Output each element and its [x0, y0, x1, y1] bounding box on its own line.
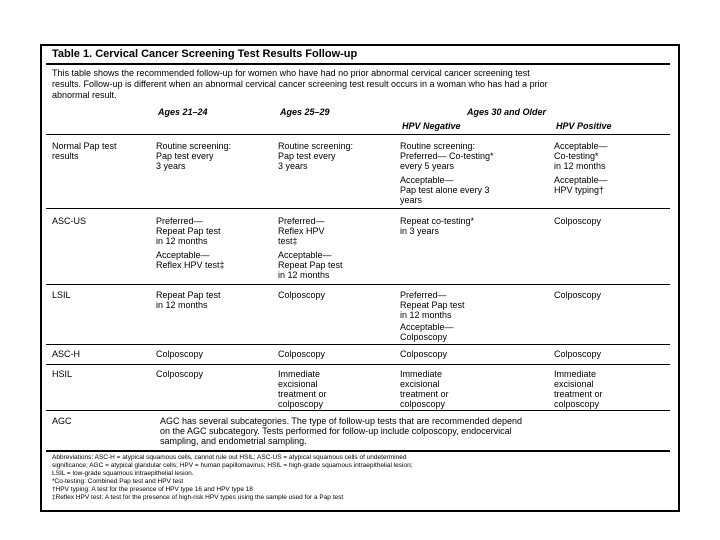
cell-lsil-hpv-neg-alt: Acceptable— Colposcopy — [400, 322, 454, 342]
row-label-line: results — [52, 151, 79, 161]
cell-normal-hpv-pos: Acceptable— Co-testing* in 12 months — [554, 141, 608, 171]
cell-asch-21-24: Colposcopy — [156, 349, 204, 359]
cell-lsil-hpv-neg: Preferred— Repeat Pap test in 12 months — [400, 290, 465, 320]
intro-line-2: results. Follow-up is different when an abnormal cervical cancer screening test result occurs in a woman who has had a prior — [52, 79, 548, 89]
cell-normal-hpv-pos-alt: Acceptable— HPV typing† — [554, 175, 608, 195]
row-label-line: Normal Pap test — [52, 141, 117, 151]
row-rule — [46, 284, 670, 285]
row-label-asch: ASC-H — [52, 349, 81, 359]
row-rule — [46, 364, 670, 365]
row-label-hsil: HSIL — [52, 369, 73, 379]
cell-lsil-hpv-pos: Colposcopy — [554, 290, 602, 300]
cell-normal-21-24: Routine screening: Pap test every 3 years — [156, 141, 232, 171]
cell-hsil-21-24: Colposcopy — [156, 369, 204, 379]
intro-line-3: abnormal result. — [52, 90, 117, 100]
row-label-agc: AGC — [52, 416, 72, 426]
cell-ascus-21-24: Preferred— Repeat Pap test in 12 months — [156, 216, 221, 246]
header-ages-21-24: Ages 21–24 — [158, 107, 208, 117]
header-hpv-positive: HPV Positive — [556, 121, 612, 131]
table-title: Table 1. Cervical Cancer Screening Test Results Follow-up — [52, 48, 358, 60]
cell-lsil-25-29: Colposcopy — [278, 290, 326, 300]
cell-asch-hpv-pos: Colposcopy — [554, 349, 602, 359]
cell-asch-hpv-neg: Colposcopy — [400, 349, 448, 359]
row-rule — [46, 344, 670, 345]
cell-agc-text: AGC has several subcategories. The type of follow-up tests that are recommended depend on the AGC subcategory. Tests performed for follow-up include colposcopy, endocervical sampling, and endometrial sampling. — [160, 416, 523, 446]
cell-ascus-25-29: Preferred— Reflex HPV test‡ — [278, 216, 325, 246]
table-frame — [40, 44, 680, 512]
cell-hsil-hpv-neg: Immediate excisional treatment or colposcopy — [400, 369, 449, 409]
intro-line-1: This table shows the recommended follow-up for women who have had no prior abnormal cervical cancer screening test — [52, 68, 530, 78]
row-label-lsil: LSIL — [52, 290, 71, 300]
header-ages-30: Ages 30 and Older — [467, 107, 547, 117]
footnotes: Abbreviations: ASC-H = atypical squamous cells, cannot rule out HSIL; ASC-US = atypical squamous cells of undetermined significance; AGC = atypical glandular cells; HPV = human papillomavirus; HSIL = high-grade squamous intraepithelial lesion; LSIL = low-grade squamous intraepithelial lesion. *Co-testing: Combined Pap test and HPV test †HPV typing: A test for the presence of HPV type 16 and HPV type 18 ‡Reflex HPV test: A test for the presence of high-risk HPV types using the sample used for a Pap test — [52, 454, 413, 501]
row-label-normal — [52, 141, 117, 161]
cell-ascus-hpv-pos: Colposcopy — [554, 216, 602, 226]
row-rule — [46, 208, 670, 209]
cell-hsil-25-29: Immediate excisional treatment or colposcopy — [278, 369, 327, 409]
row-label-ascus: ASC-US — [52, 216, 87, 226]
cell-hsil-hpv-pos: Immediate excisional treatment or colposcopy — [554, 369, 603, 409]
header-ages-25-29: Ages 25–29 — [280, 107, 330, 117]
cell-normal-hpv-neg: Routine screening: Preferred— Co-testing* every 5 years — [400, 141, 494, 171]
cell-ascus-hpv-neg: Repeat co-testing* in 3 years — [400, 216, 475, 236]
header-hpv-negative: HPV Negative — [402, 121, 461, 131]
cell-normal-hpv-neg-alt: Acceptable— Pap test alone every 3 years — [400, 175, 490, 205]
cell-lsil-21-24: Repeat Pap test in 12 months — [156, 290, 221, 310]
cell-ascus-25-29-alt: Acceptable— Repeat Pap test in 12 months — [278, 250, 343, 280]
cell-ascus-21-24-alt: Acceptable— Reflex HPV test‡ — [156, 250, 225, 270]
cell-asch-25-29: Colposcopy — [278, 349, 326, 359]
header-rule — [46, 134, 670, 135]
title-rule — [46, 63, 670, 65]
cell-normal-25-29: Routine screening: Pap test every 3 years — [278, 141, 354, 171]
row-rule — [46, 410, 670, 411]
notes-rule — [46, 450, 670, 452]
